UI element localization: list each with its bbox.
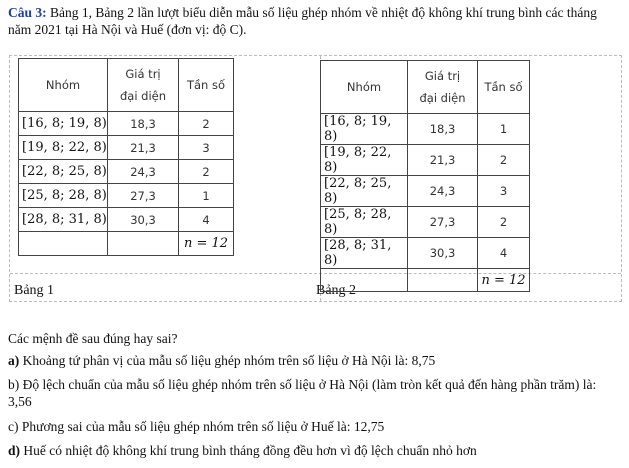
statement-text: Phương sai của mẫu số liệu ghép nhóm trên số liệu ở Huế là: 12,75 [18,419,385,434]
value-cell: 30,3 [408,238,478,269]
table-row [321,207,530,238]
freq-cell: 3 [179,136,234,160]
total-cell: n = 12 [179,232,234,256]
value-cell: 18,3 [408,114,478,145]
table1-caption: Bảng 1 [14,283,55,298]
table-1 [18,58,234,256]
value-cell: 21,3 [408,145,478,176]
statement-label: b) [8,377,20,392]
value-cell: 21,3 [108,136,179,160]
value-cell: 30,3 [108,208,179,232]
empty-cell [19,232,108,256]
statement-label: c) [8,419,19,434]
value-cell: 24,3 [108,160,179,184]
statement-a [8,352,623,369]
header-freq: Tần số [478,61,530,114]
group-cell: [28, 8; 31, 8) [19,208,108,232]
group-cell: [16, 8; 19, 8) [321,114,408,145]
statement-d [8,442,623,459]
group-cell: [22, 8; 25, 8) [321,176,408,207]
value-cell: 24,3 [408,176,478,207]
question-label: Câu 3: [8,5,47,20]
statement-text: Khoảng tứ phân vị của mẫu số liệu ghép nhóm trên số liệu ở Hà Nội là: 8,75 [19,353,436,368]
header-group: Nhóm [19,59,108,112]
question-body: Bảng 1, Bảng 2 lần lượt biểu diễn mẫu số liệu ghép nhóm về nhiệt độ không khí trung bình các tháng năm 2021 tại Hà Nội và Huế (đơn vị: độ C). [8,5,597,37]
group-cell: [19, 8; 22, 8) [19,136,108,160]
statement-label: d) [8,443,21,458]
group-cell: [25, 8; 28, 8) [19,184,108,208]
table-row [19,184,234,208]
statement-label: a) [8,353,20,368]
table-row [19,208,234,232]
header-value [108,59,179,112]
header-value-line: đại diện [119,89,167,103]
freq-cell: 3 [478,176,530,207]
table-row [321,114,530,145]
value-cell: 27,3 [108,184,179,208]
group-cell: [25, 8; 28, 8) [321,207,408,238]
empty-cell [408,269,478,292]
header-value-line: Giá trị [125,67,161,81]
header-value [408,61,478,114]
total-cell: n = 12 [478,269,530,292]
header-value-line: Giá trị [424,69,461,83]
empty-cell [321,269,408,292]
group-cell: [28, 8; 31, 8) [321,238,408,269]
header-value-line: đại diện [419,91,466,105]
freq-cell: 2 [478,207,530,238]
question-text [8,4,623,38]
prompt: Các mệnh đề sau đúng hay sai? [8,331,178,346]
table-row [321,238,530,269]
table2-caption: Bảng 2 [316,283,357,298]
table-row [19,136,234,160]
statement-b [8,376,623,410]
table-2 [320,60,530,292]
statement-c [8,418,623,435]
table-row [321,145,530,176]
table-row [19,112,234,136]
value-cell: 27,3 [408,207,478,238]
empty-cell [108,232,179,256]
header-freq: Tần số [179,59,234,112]
group-cell: [22, 8; 25, 8) [19,160,108,184]
freq-cell: 2 [179,112,234,136]
statement-text: Huế có nhiệt độ không khí trung bình tháng đồng đều hơn vì độ lệch chuẩn nhỏ hơn [20,443,477,458]
freq-cell: 2 [179,160,234,184]
freq-cell: 1 [478,114,530,145]
table-row [19,160,234,184]
statement-text: Độ lệch chuẩn của mẫu số liệu ghép nhóm trên số liệu ở Hà Nội (làm tròn kết quả đến hàng phần trăm) là: 3,56 [8,377,597,409]
group-cell: [16, 8; 19, 8) [19,112,108,136]
freq-cell: 4 [478,238,530,269]
table-row [321,176,530,207]
freq-cell: 2 [478,145,530,176]
freq-cell: 4 [179,208,234,232]
freq-cell: 1 [179,184,234,208]
header-group: Nhóm [321,61,408,114]
value-cell: 18,3 [108,112,179,136]
group-cell: [19, 8; 22, 8) [321,145,408,176]
